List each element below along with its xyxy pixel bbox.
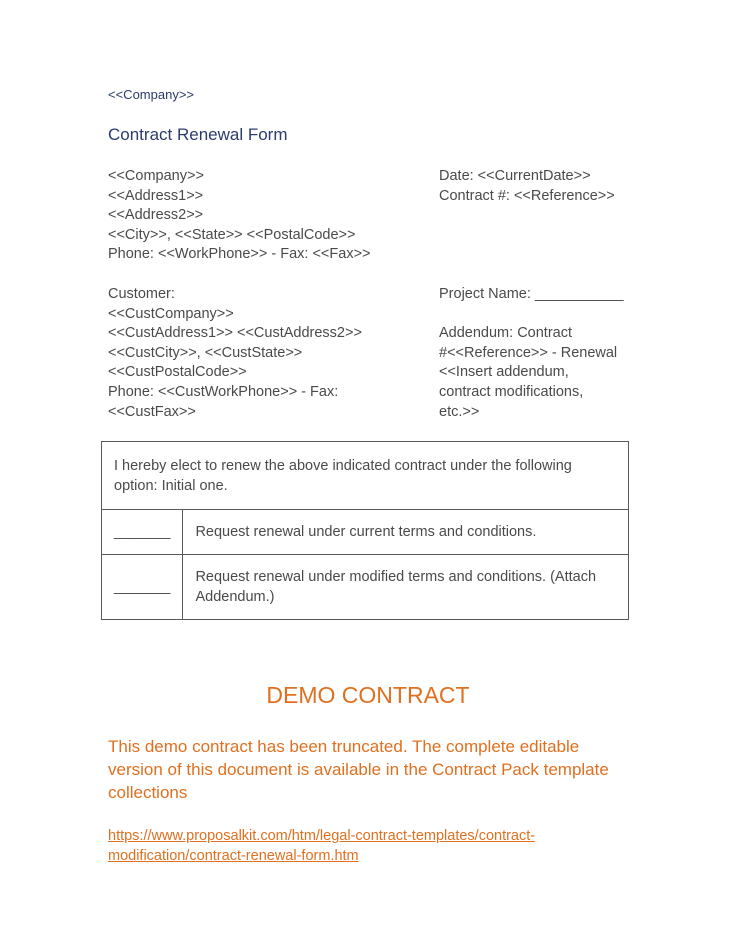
customer-city-state: <<CustCity>>, <<CustState>> bbox=[108, 344, 303, 361]
header-company: <<Company>> bbox=[108, 87, 195, 102]
date-reference-block bbox=[439, 167, 615, 206]
table-row bbox=[102, 555, 629, 620]
project-name: Project Name: ___________ bbox=[439, 286, 624, 302]
demo-notice: This demo contract has been truncated. The complete editable version of this document is available in the Contract Pack template collections bbox=[108, 737, 609, 802]
company-address1: <<Address1>> bbox=[108, 187, 204, 204]
option-text: Request renewal under modified terms and conditions. (Attach Addendum.) bbox=[183, 555, 629, 620]
addendum-line: <<Insert addendum, bbox=[439, 364, 569, 381]
customer-fax: <<CustFax>> bbox=[108, 403, 196, 420]
addendum-line: contract modifications, bbox=[439, 383, 584, 400]
company-name: <<Company>> bbox=[108, 168, 204, 184]
addendum-line: #<<Reference>> - Renewal bbox=[439, 344, 618, 361]
customer-label: Customer: bbox=[108, 286, 175, 302]
company-city-state-zip: <<City>>, <<State>> <<PostalCode>> bbox=[108, 226, 356, 243]
renewal-options-table bbox=[101, 441, 629, 620]
demo-title: DEMO CONTRACT bbox=[266, 682, 470, 708]
initial-blank-field[interactable]: _______ bbox=[102, 510, 183, 555]
customer-postal-code: <<CustPostalCode>> bbox=[108, 364, 247, 381]
customer-address: <<CustAddress1>> <<CustAddress2>> bbox=[108, 325, 362, 342]
spacer bbox=[439, 305, 624, 325]
company-address2: <<Address2>> bbox=[108, 207, 204, 224]
current-date: Date: <<CurrentDate>> bbox=[439, 168, 591, 184]
customer-company: <<CustCompany>> bbox=[108, 305, 234, 322]
initial-blank-field[interactable]: _______ bbox=[102, 555, 183, 620]
option-text: Request renewal under current terms and conditions. bbox=[183, 510, 629, 555]
customer-phone-fax: Phone: <<CustWorkPhone>> - Fax: bbox=[108, 383, 339, 400]
customer-block bbox=[108, 285, 362, 422]
company-address-block bbox=[108, 167, 371, 265]
contract-number: Contract #: <<Reference>> bbox=[439, 187, 615, 204]
project-block bbox=[439, 285, 624, 422]
proposalkit-link[interactable]: https://www.proposalkit.com/htm/legal-contract-templates/contract-modification/contract-renewal-form.htm bbox=[108, 828, 536, 864]
table-row bbox=[102, 442, 629, 510]
form-title: Contract Renewal Form bbox=[108, 125, 288, 144]
addendum-line: Addendum: Contract bbox=[439, 325, 572, 342]
addendum-line: etc.>> bbox=[439, 403, 480, 420]
company-phone-fax: Phone: <<WorkPhone>> - Fax: <<Fax>> bbox=[108, 246, 371, 263]
table-row bbox=[102, 510, 629, 555]
options-intro: I hereby elect to renew the above indicated contract under the following option: Initial one. bbox=[102, 442, 629, 510]
